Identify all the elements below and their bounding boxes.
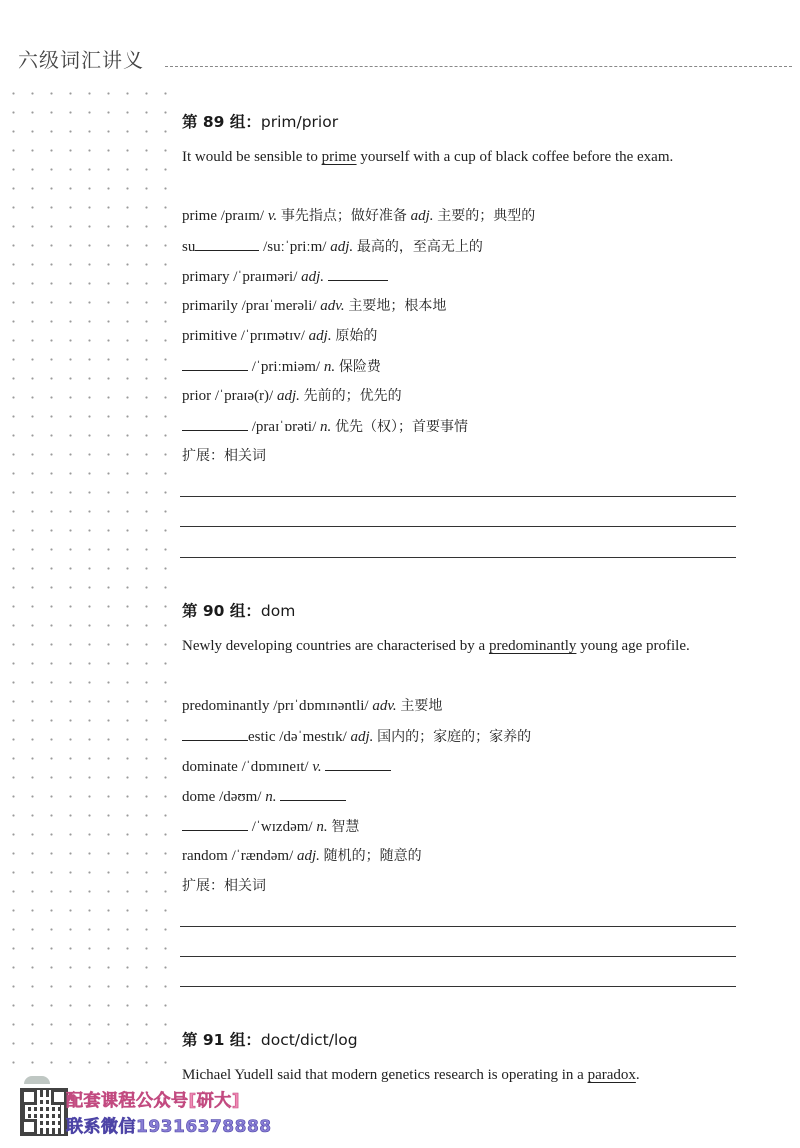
writing-line[interactable]	[180, 926, 736, 927]
entry-primarily: primarily /praɪˈmerəli/ adv. 主要地；根本地	[182, 298, 447, 314]
writing-line[interactable]	[180, 986, 736, 987]
writing-line[interactable]	[180, 526, 736, 527]
entry-prime: prime /praɪm/ v. 事先指点；做好准备 adj. 主要的；典型的	[182, 208, 536, 224]
fill-blank[interactable]	[182, 356, 248, 371]
header-rule	[165, 66, 792, 67]
group-89-extension-label: 扩展：相关词	[182, 448, 266, 464]
fill-blank[interactable]	[182, 816, 248, 831]
group-89-example-sentence: It would be sensible to prime yourself with a cup of black coffee before the exam.	[182, 149, 674, 165]
dot-grid-margin	[0, 78, 170, 1078]
entry-prior: prior /ˈpraɪə(r)/ adj. 先前的；优先的	[182, 388, 402, 404]
page-header-title: 六级词汇讲义	[18, 48, 144, 72]
fill-blank[interactable]	[195, 236, 259, 251]
qr-code-icon[interactable]	[20, 1088, 68, 1136]
watermark-line-1: 配套课程公众号[研大]	[66, 1091, 241, 1111]
fill-blank[interactable]	[328, 266, 388, 281]
entry-dominate: dominate /ˈdɒmɪneɪt/ v.	[182, 756, 391, 777]
group-90-title: 第 90 组：dom	[182, 602, 296, 620]
entry-random: random /ˈrændəm/ adj. 随机的；随意的	[182, 848, 422, 864]
entry-supreme-blank: su /suːˈpriːm/ adj. 最高的，至高无上的	[182, 236, 483, 257]
entry-predominantly: predominantly /prɪˈdɒmɪnəntli/ adv. 主要地	[182, 698, 443, 714]
fill-blank[interactable]	[182, 416, 248, 431]
watermark-line-2: 联系微信19316378888	[66, 1117, 272, 1137]
writing-line[interactable]	[180, 557, 736, 558]
entry-primary: primary /ˈpraɪməri/ adj.	[182, 266, 388, 287]
group-91-title: 第 91 组：doct/dict/log	[182, 1031, 358, 1049]
group-91-example-sentence: Michael Yudell said that modern genetics research is operating in a paradox.	[182, 1067, 640, 1083]
writing-line[interactable]	[180, 496, 736, 497]
entry-domestic-blank: estic /dəˈmestɪk/ adj. 国内的；家庭的；家养的	[182, 726, 531, 747]
fill-blank[interactable]	[325, 756, 391, 771]
group-90-extension-label: 扩展：相关词	[182, 878, 266, 894]
fill-blank[interactable]	[182, 726, 248, 741]
entry-priority-blank: /praɪˈɒrəti/ n. 优先（权）；首要事情	[182, 416, 468, 437]
writing-line[interactable]	[180, 956, 736, 957]
entry-dome: dome /dəʊm/ n.	[182, 786, 346, 807]
group-89-title: 第 89 组：prim/prior	[182, 113, 339, 131]
group-90-example-sentence: Newly developing countries are characterised by a predominantly young age profile.	[182, 638, 690, 654]
entry-premium-blank: /ˈpriːmiəm/ n. 保险费	[182, 356, 381, 377]
entry-wisdom-blank: /ˈwɪzdəm/ n. 智慧	[182, 816, 359, 837]
entry-primitive: primitive /ˈprɪmətɪv/ adj. 原始的	[182, 328, 378, 344]
watermark-stamp	[20, 1082, 320, 1142]
fill-blank[interactable]	[280, 786, 346, 801]
